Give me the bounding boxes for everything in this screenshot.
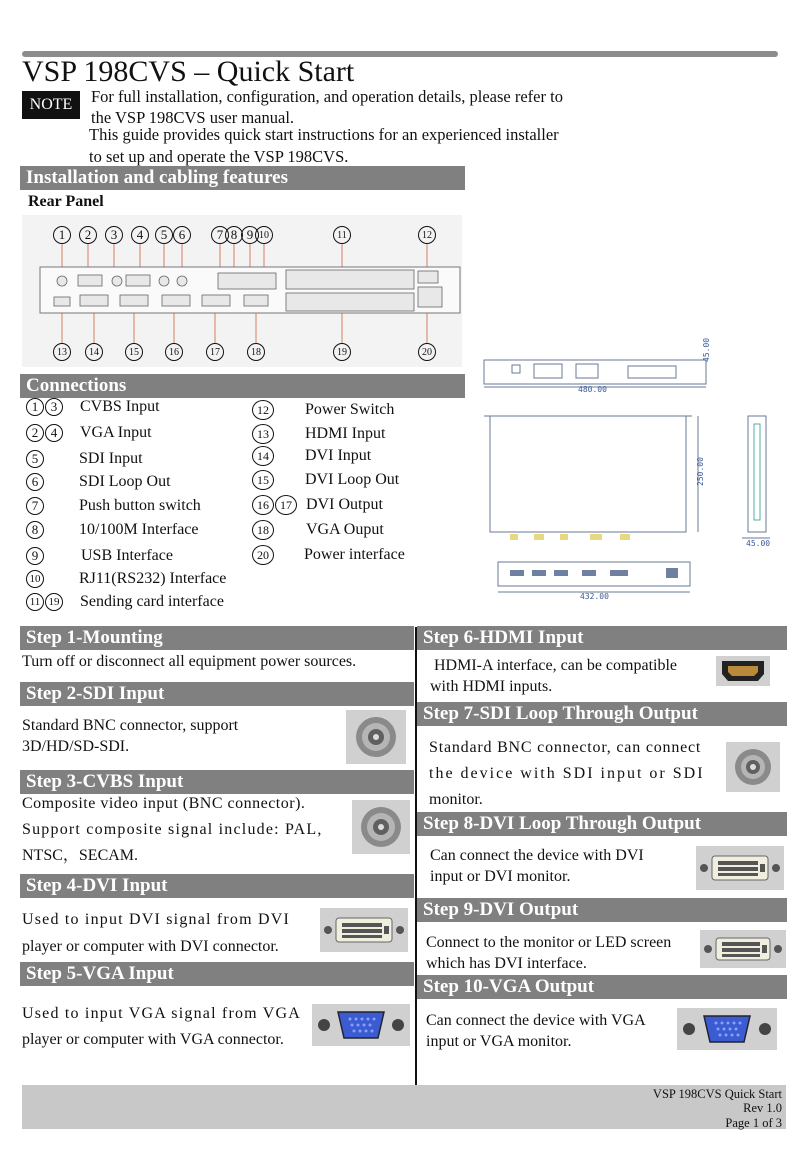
- callout-19: 19: [333, 343, 351, 361]
- port-cvbs-1: [57, 276, 67, 286]
- step8-line2: input or DVI monitor.: [430, 868, 571, 885]
- conn-label: SDI Loop Out: [79, 473, 171, 490]
- port-vga-18: [244, 295, 268, 306]
- step2-heading: Step 2-SDI Input: [20, 682, 414, 706]
- vga-connector-image: [677, 1008, 777, 1050]
- dvi-connector-image: [320, 908, 408, 952]
- step5-line2: player or computer with VGA connector.: [22, 1031, 284, 1048]
- callout-20: 20: [418, 343, 436, 361]
- dvi-connector-image: [700, 930, 786, 968]
- port-hdmi-13: [54, 297, 70, 306]
- conn-label: USB Interface: [81, 547, 173, 564]
- callout-16: 16: [165, 343, 183, 361]
- port-network-group: [218, 273, 276, 289]
- dim-width-top: 480.00: [578, 385, 607, 394]
- conn-label: HDMI Input: [305, 425, 386, 442]
- step10-heading: Step 10-VGA Output: [417, 975, 787, 999]
- conn-label: RJ11(RS232) Interface: [79, 570, 227, 587]
- step10-line1: Can connect the device with VGA: [426, 1012, 646, 1029]
- conn-num: 12: [252, 400, 274, 420]
- conn-num: 4: [45, 424, 63, 442]
- side-view: [748, 416, 766, 532]
- callout-11: 11: [333, 226, 351, 244]
- conn-num: 19: [45, 593, 63, 611]
- conn-vga-input: [26, 424, 152, 442]
- conn-label: VGA Ouput: [306, 521, 384, 538]
- bnc-connector-image: [352, 800, 410, 854]
- port-power-switch-12: [418, 271, 438, 283]
- conn-num: 18: [252, 520, 274, 540]
- dim-thickness-top: 45.00: [702, 337, 711, 362]
- step4-heading: Step 4-DVI Input: [20, 874, 414, 898]
- front-window-2: [576, 364, 598, 378]
- conn-label: 10/100M Interface: [79, 521, 199, 538]
- conn-label: Sending card interface: [80, 593, 224, 610]
- port-sending-card-11: [286, 270, 414, 289]
- note-line-1: For full installation, configuration, and operation details, please refer to: [91, 87, 563, 106]
- dim-width-bottom: 432.00: [580, 592, 609, 601]
- conn-num: 10: [26, 570, 44, 588]
- callout-14: 14: [85, 343, 103, 361]
- callout-6: 6: [173, 226, 191, 244]
- step9-line1: Connect to the monitor or LED screen: [426, 934, 672, 951]
- callout-8: 8: [225, 226, 243, 244]
- conn-cvbs-input: [26, 398, 160, 416]
- step1-text: Turn off or disconnect all equipment power sources.: [22, 653, 357, 670]
- conn-label: Power Switch: [305, 401, 395, 418]
- conn-network: [26, 521, 199, 539]
- conn-hdmi-input: [252, 424, 385, 444]
- installation-heading: Installation and cabling features: [20, 166, 465, 190]
- step9-heading: Step 9-DVI Output: [417, 898, 787, 922]
- step7-line1: Standard BNC connector, can connect: [429, 739, 702, 756]
- step3-line3: NTSC，SECAM.: [22, 847, 139, 864]
- guide-line-2: to set up and operate the VSP 198CVS.: [89, 147, 349, 166]
- step1-heading: Step 1-Mounting: [20, 626, 414, 650]
- step7-line3: monitor.: [429, 791, 483, 808]
- step2-line2: 3D/HD/SD-SDI.: [22, 738, 130, 755]
- callout-4: 4: [131, 226, 149, 244]
- conn-num: 14: [252, 446, 274, 466]
- conn-label: DVI Input: [305, 447, 372, 464]
- conn-num: 15: [252, 470, 274, 490]
- step8-line1: Can connect the device with DVI: [430, 847, 644, 864]
- step2-line1: Standard BNC connector, support: [22, 717, 239, 734]
- conn-label: DVI Loop Out: [305, 471, 400, 488]
- port-sending-card-19: [286, 293, 414, 311]
- conn-dvi-loop-out: [252, 470, 399, 490]
- conn-num: 20: [252, 545, 274, 565]
- connections-heading: Connections: [20, 374, 465, 398]
- footer-revision: Rev 1.0: [743, 1101, 782, 1115]
- callout-15: 15: [125, 343, 143, 361]
- step7-heading: Step 7-SDI Loop Through Output: [417, 702, 787, 726]
- conn-sending-card: [26, 593, 224, 611]
- step6-heading: Step 6-HDMI Input: [417, 626, 787, 650]
- conn-num: 6: [26, 473, 44, 491]
- conn-label: SDI Input: [79, 450, 143, 467]
- hdmi-connector-image: [716, 656, 770, 686]
- step3-line1: Composite video input (BNC connector).: [22, 795, 306, 812]
- rear-panel-label: Rear Panel: [28, 193, 104, 210]
- conn-num: 9: [26, 547, 44, 565]
- step4-line1: Used to input DVI signal from DVI: [22, 911, 291, 928]
- conn-num: 2: [26, 424, 44, 442]
- dim-thickness-side: 45.00: [746, 539, 771, 548]
- callout-18: 18: [247, 343, 265, 361]
- port-dvi-14: [80, 295, 108, 306]
- conn-label: Power interface: [304, 546, 405, 563]
- bnc-connector-image: [726, 742, 780, 792]
- page-title: VSP 198CVS – Quick Start: [22, 55, 355, 88]
- footer-doc-title: VSP 198CVS Quick Start: [652, 1087, 782, 1101]
- step3-line2: Support composite signal include: PAL,: [22, 821, 323, 838]
- top-view: [490, 416, 686, 532]
- conn-label: DVI Output: [306, 496, 383, 513]
- conn-label: CVBS Input: [80, 398, 160, 415]
- step4-line2: player or computer with DVI connector.: [22, 938, 279, 955]
- conn-num: 3: [45, 398, 63, 416]
- column-divider: [415, 627, 417, 1085]
- callout-10: 10: [255, 226, 273, 244]
- dvi-connector-image: [696, 846, 784, 890]
- dimension-drawing: [470, 337, 800, 614]
- conn-sdi-loop-out: [26, 473, 171, 491]
- callout-9: 9: [241, 226, 259, 244]
- port-sdi-6: [177, 276, 187, 286]
- footer-page-number: Page 1 of 3: [725, 1116, 782, 1130]
- callout-5: 5: [155, 226, 173, 244]
- conn-num: 1: [26, 398, 44, 416]
- callout-3: 3: [105, 226, 123, 244]
- front-window-1: [534, 364, 562, 378]
- conn-dvi-input: [252, 446, 371, 466]
- conn-usb: [26, 547, 173, 565]
- step3-heading: Step 3-CVBS Input: [20, 770, 414, 794]
- callout-17: 17: [206, 343, 224, 361]
- conn-num: 8: [26, 521, 44, 539]
- port-cvbs-3: [112, 276, 122, 286]
- front-display: [628, 366, 676, 378]
- conn-push-button: [26, 497, 201, 515]
- conn-dvi-output: [252, 495, 383, 515]
- port-dvi-17: [202, 295, 230, 306]
- conn-num: 13: [252, 424, 274, 444]
- guide-line-1: This guide provides quick start instructions for an experienced installer: [89, 125, 559, 144]
- conn-num: 7: [26, 497, 44, 515]
- conn-rj11: [26, 570, 226, 588]
- conn-vga-output: [252, 520, 384, 540]
- step6-line2: with HDMI inputs.: [430, 678, 553, 695]
- front-led: [512, 365, 520, 373]
- callout-1: 1: [53, 226, 71, 244]
- bnc-connector-image: [346, 710, 406, 764]
- rear-panel-diagram: [22, 215, 462, 367]
- step5-heading: Step 5-VGA Input: [20, 962, 414, 986]
- port-sdi-5: [159, 276, 169, 286]
- note-badge: NOTE: [22, 91, 80, 119]
- step7-line2: the device with SDI input or SDI: [429, 765, 705, 782]
- callout-12: 12: [418, 226, 436, 244]
- vga-connector-image: [312, 1004, 410, 1046]
- conn-num: 5: [26, 450, 44, 468]
- note-line-2: the VSP 198CVS user manual.: [91, 108, 295, 127]
- conn-num: 17: [275, 495, 297, 515]
- port-dvi-15: [120, 295, 148, 306]
- port-dvi-16: [162, 295, 190, 306]
- conn-power-interface: [252, 545, 405, 565]
- callout-13: 13: [53, 343, 71, 361]
- callout-7: 7: [211, 226, 229, 244]
- conn-num: 16: [252, 495, 274, 515]
- dim-height-side: 250.00: [696, 457, 705, 486]
- dimension-svg: [470, 354, 800, 614]
- step10-line2: input or VGA monitor.: [426, 1033, 572, 1050]
- conn-num: 11: [26, 593, 44, 611]
- callout-2: 2: [79, 226, 97, 244]
- step9-line2: which has DVI interface.: [426, 955, 587, 972]
- step6-line1: HDMI-A interface, can be compatible: [434, 657, 678, 674]
- step5-line1: Used to input VGA signal from VGA: [22, 1005, 302, 1022]
- conn-label: VGA Input: [80, 424, 152, 441]
- port-vga-2: [78, 275, 102, 286]
- step8-heading: Step 8-DVI Loop Through Output: [417, 812, 787, 836]
- conn-label: Push button switch: [79, 497, 201, 514]
- conn-power-switch: [252, 400, 394, 420]
- conn-sdi-input: [26, 450, 143, 468]
- port-vga-4: [126, 275, 150, 286]
- port-power-20: [418, 287, 442, 307]
